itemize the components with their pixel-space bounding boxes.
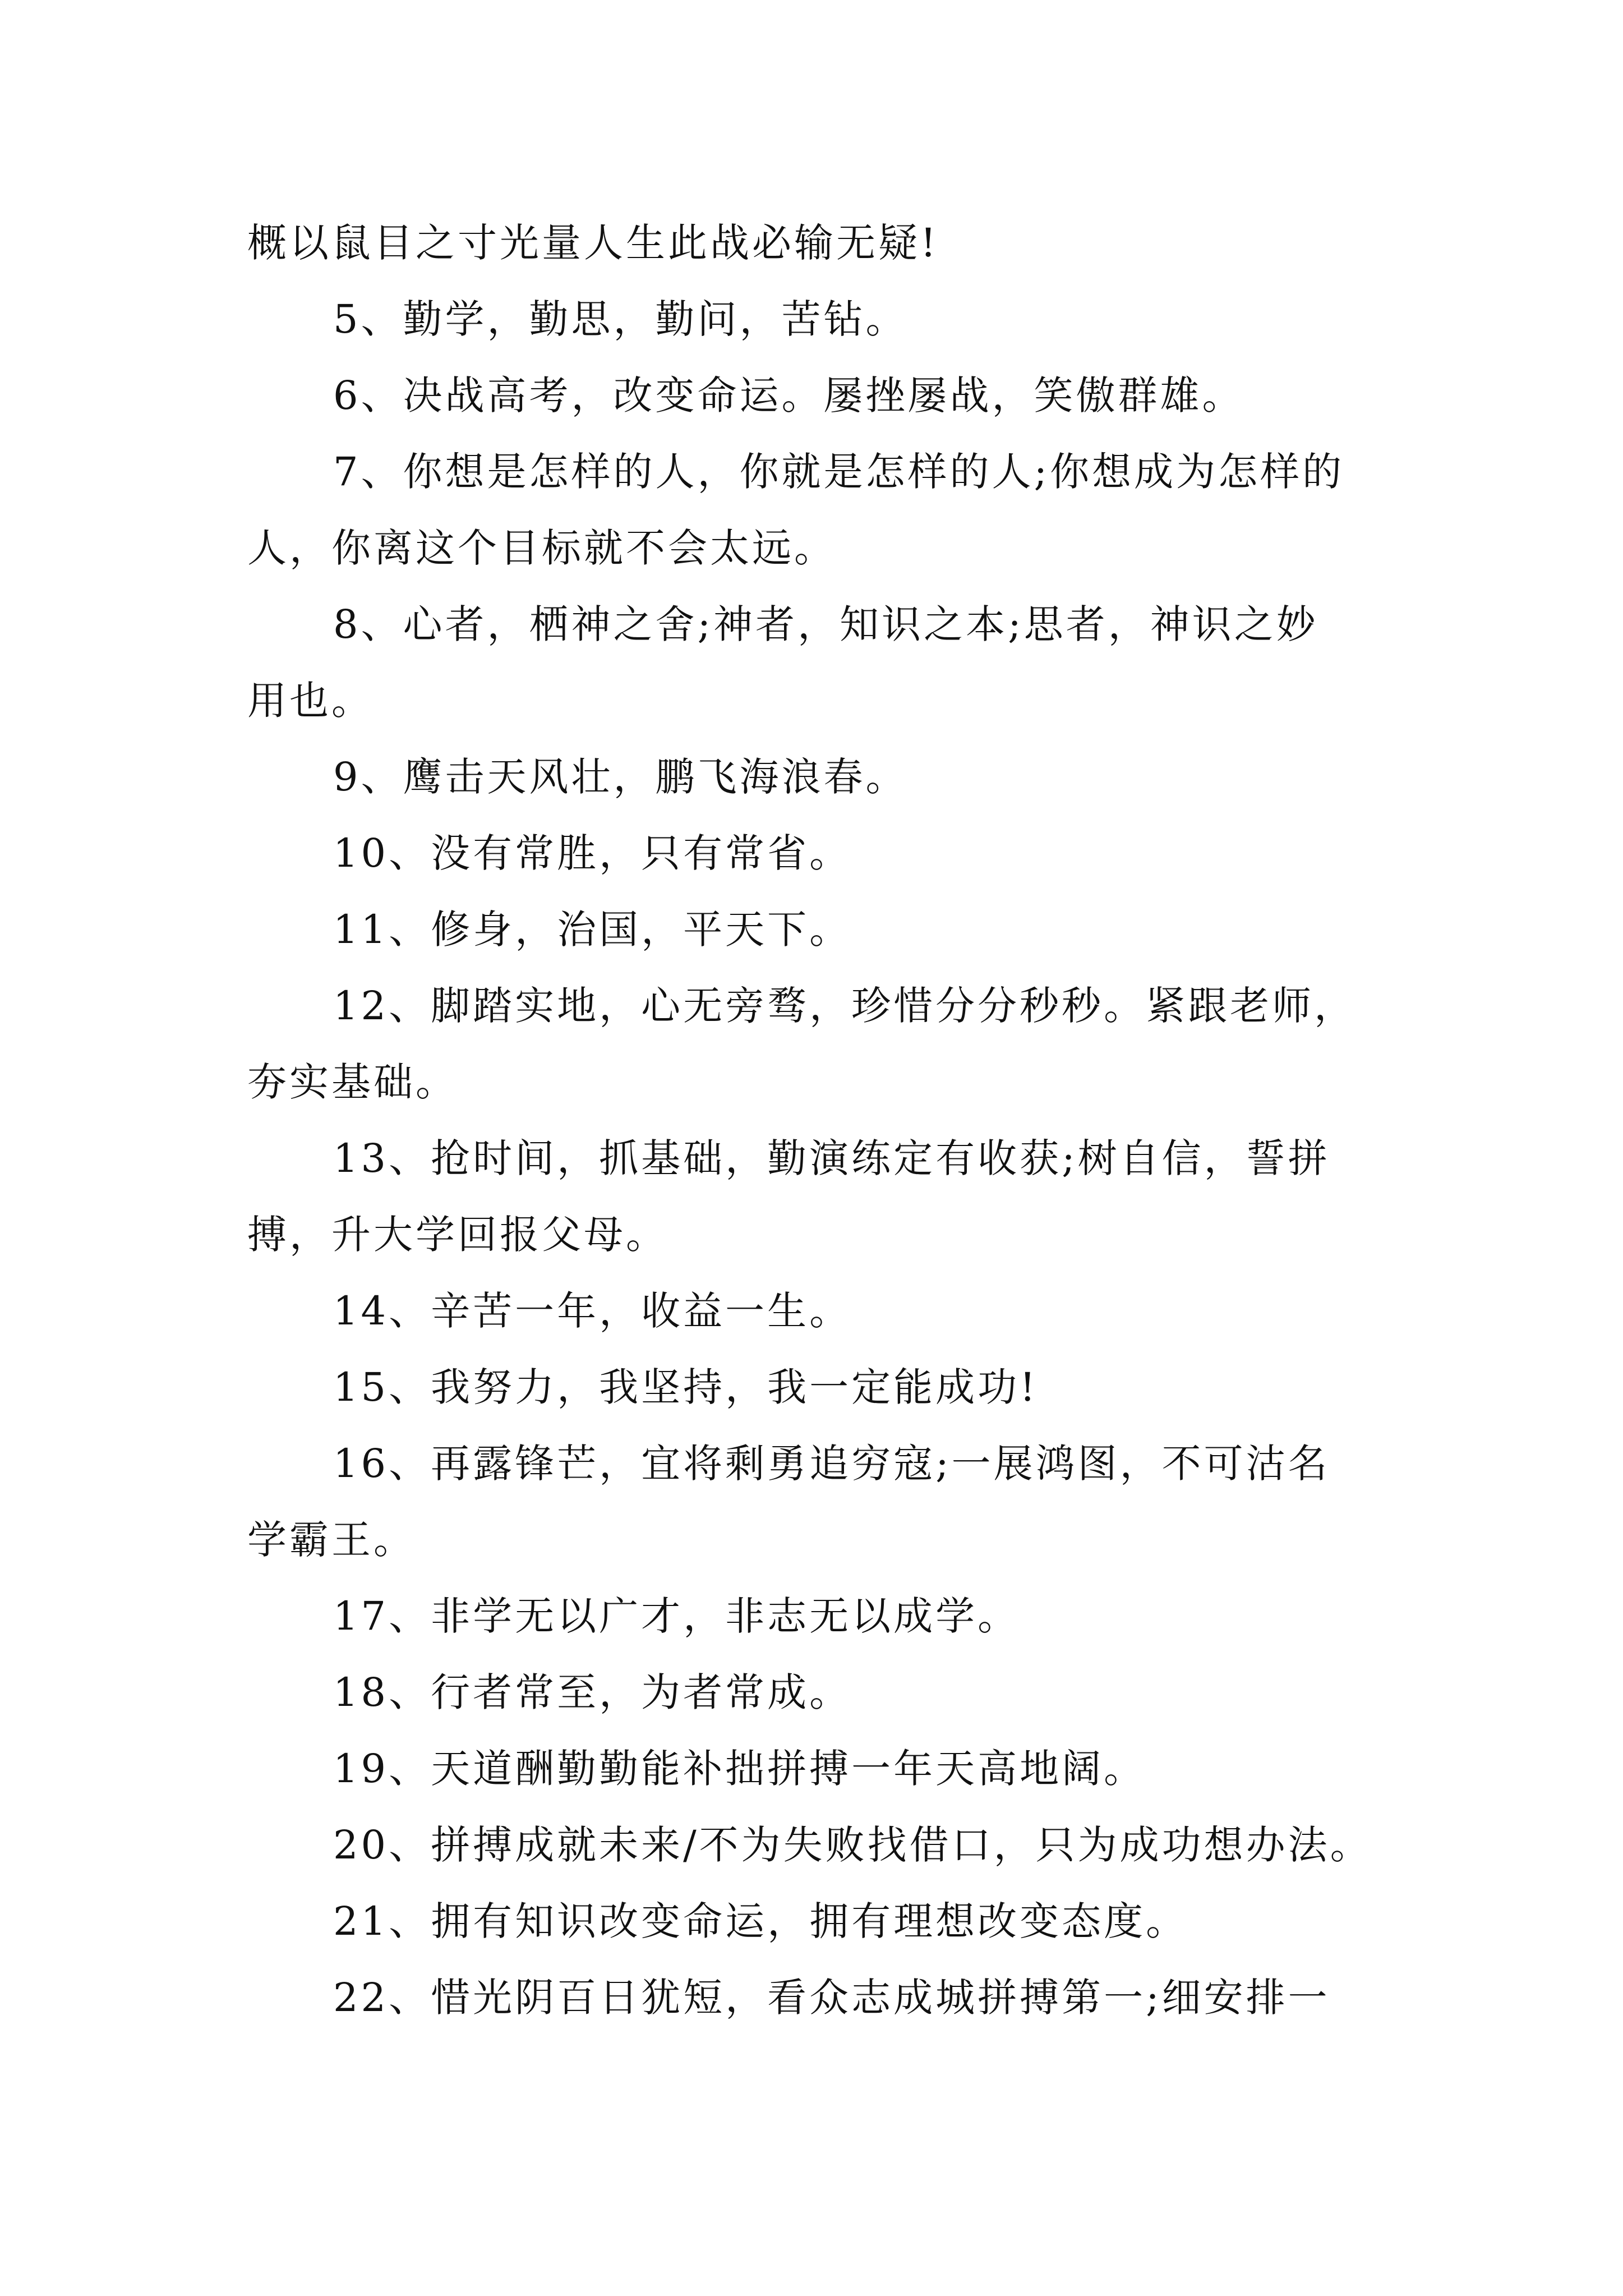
text-line: 18、行者常至，为者常成。 <box>333 1669 852 1715</box>
text-line: 6、决战高考，改变命运。屡挫屡战，笑傲群雄。 <box>333 372 1244 418</box>
text-line: 10、没有常胜，只有常省。 <box>333 830 852 876</box>
text-line: 用也。 <box>247 678 374 724</box>
text-line: 15、我努力，我坚持，我一定能成功! <box>333 1364 1039 1410</box>
text-line: 16、再露锋芒，宜将剩勇追穷寇;一展鸿图，不可沽名 <box>333 1441 1330 1487</box>
text-line: 5、勤学，勤思，勤问，苦钻。 <box>333 296 908 342</box>
text-line: 20、拼搏成就未来/不为失败找借口，只为成功想办法。 <box>333 1822 1372 1868</box>
text-line: 14、辛苦一年，收益一生。 <box>333 1288 852 1334</box>
text-line: 8、心者，栖神之舍;神者，知识之本;思者，神识之妙 <box>333 601 1318 647</box>
text-line: 21、拥有知识改变命运，拥有理想改变态度。 <box>333 1898 1188 1944</box>
text-line: 11、修身，治国，平天下。 <box>333 907 852 953</box>
text-line: 搏，升大学回报父母。 <box>247 1212 668 1258</box>
document-body <box>247 205 1380 2036</box>
text-line: 夯实基础。 <box>247 1059 458 1105</box>
text-line: 概以鼠目之寸光量人生此战必输无疑! <box>247 220 939 266</box>
text-line: 9、鹰击天风壮，鹏飞海浪春。 <box>333 754 908 800</box>
text-line: 22、惜光阴百日犹短，看众志成城拼搏第一;细安排一 <box>333 1975 1330 2021</box>
text-line: 学霸王。 <box>247 1517 416 1563</box>
text-line: 17、非学无以广才，非志无以成学。 <box>333 1593 1020 1639</box>
text-line: 人，你离这个目标就不会太远。 <box>247 525 836 571</box>
text-line: 13、抢时间，抓基础，勤演练定有收获;树自信，誓拼 <box>333 1135 1330 1181</box>
text-line: 19、天道酬勤勤能补拙拼搏一年天高地阔。 <box>333 1746 1146 1792</box>
text-line: 7、你想是怎样的人，你就是怎样的人;你想成为怎样的 <box>333 449 1345 495</box>
text-line: 12、脚踏实地，心无旁骛，珍惜分分秒秒。紧跟老师， <box>333 983 1357 1029</box>
